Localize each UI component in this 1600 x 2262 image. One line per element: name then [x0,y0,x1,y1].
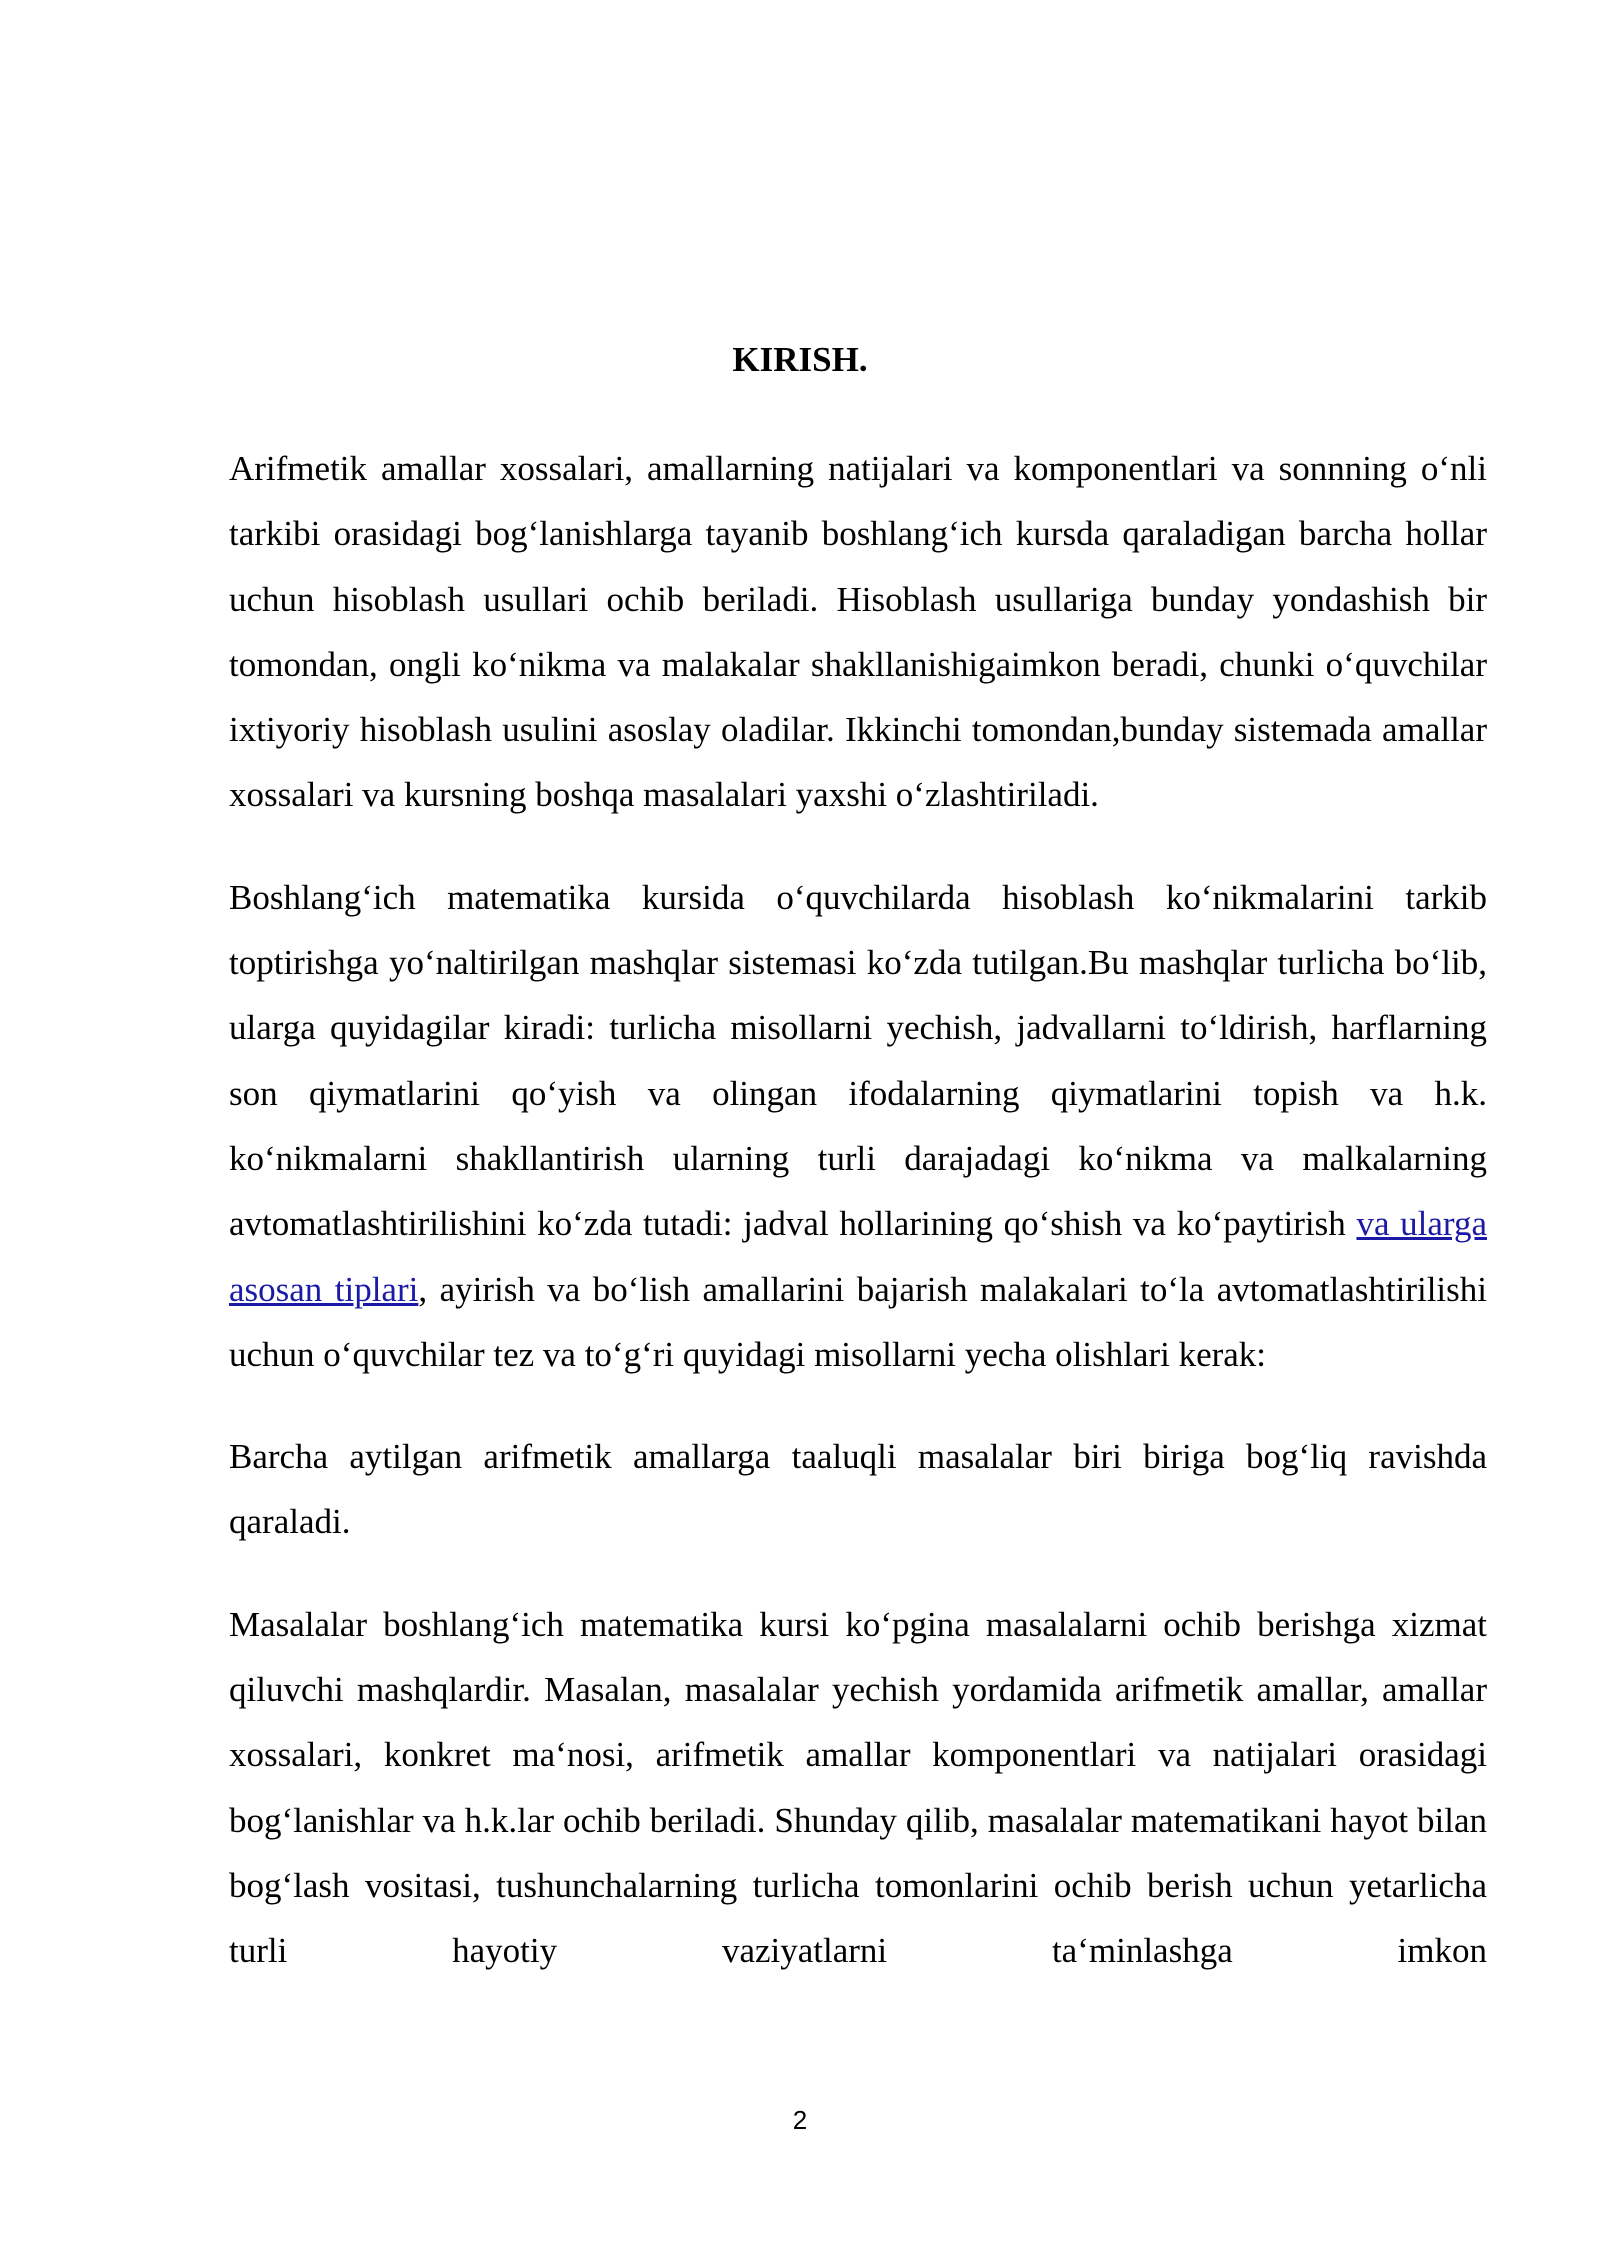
document-body [229,436,1487,2021]
paragraph-2-text-before-link: Boshlang‘ich matematika kursida o‘quvchilarda hisoblash ko‘nikmalarini tarkib toptirishga yo‘naltirilgan mashqlar sistemasi ko‘zda tutilgan.Bu mashqlar turlicha bo‘lib, ularga quyidagilar kiradi: turlicha misollarni yechish, jadvallarni to‘ldirish, harflarning son qiymatlarini qo‘yish va olingan ifodalarning qiymatlarini topish va h.k. ko‘nikmalarni shakllantirish ularning turli darajadagi ko‘nikma va malkalarning avtomatlashtirilishini ko‘zda tutadi: jadval hollarining qo‘shish va ko‘paytirish [229,877,1487,1244]
paragraph-4: Masalalar boshlang‘ich matematika kursi ko‘pgina masalalarni ochib berishga xizmat qiluvchi mashqlardir. Masalan, masalalar yechish yordamida arifmetik amallar, amallar xossalari, konkret ma‘nosi, arifmetik amallar komponentlari va natijalari orasidagi bog‘lanishlar va h.k.lar ochib beriladi. Shunday qilib, masalalar matematikani hayot bilan bog‘lash vositasi, tushunchalarning turlicha tomonlarini ochib berish uchun yetarlicha turli hayotiy vaziyatlarni ta‘minlashga imkon [229,1604,1487,1971]
page-title: KIRISH. [732,340,868,379]
paragraph-1: Arifmetik amallar xossalari, amallarning natijalari va komponentlari va sonnning o‘nli tarkibi orasidagi bog‘lanishlarga tayanib boshlang‘ich kursda qaraladigan barcha hollar uchun hisoblash usullari ochib beriladi. Hisoblash usullariga bunday yondashish bir tomondan, ongli ko‘nikma va malakalar shakllanishigaimkon beradi, chunki o‘quvchilar ixtiyoriy hisoblash usulini asoslay oladilar. Ikkinchi tomondan,bunday sistemada amallar xossalari va kursning boshqa masalalari yaxshi o‘zlashtiriladi. [229,449,1487,815]
paragraph-3: Barcha aytilgan arifmetik amallarga taaluqli masalalar biri biriga bog‘liq ravishda qaraladi. [229,1437,1487,1542]
inline-link[interactable]: va ularga asosan tiplari [229,1204,1487,1309]
paragraph-2 [229,865,1487,1387]
page-number: 2 [792,2105,808,2135]
paragraph-2-text-after-link: , ayirish va bo‘lish amallarini bajarish malakalari to‘la avtomatlashtirilishi uchun o‘quvchilar tez va to‘g‘ri quyidagi misollarni yecha olishlari kerak: [229,1269,1487,1374]
